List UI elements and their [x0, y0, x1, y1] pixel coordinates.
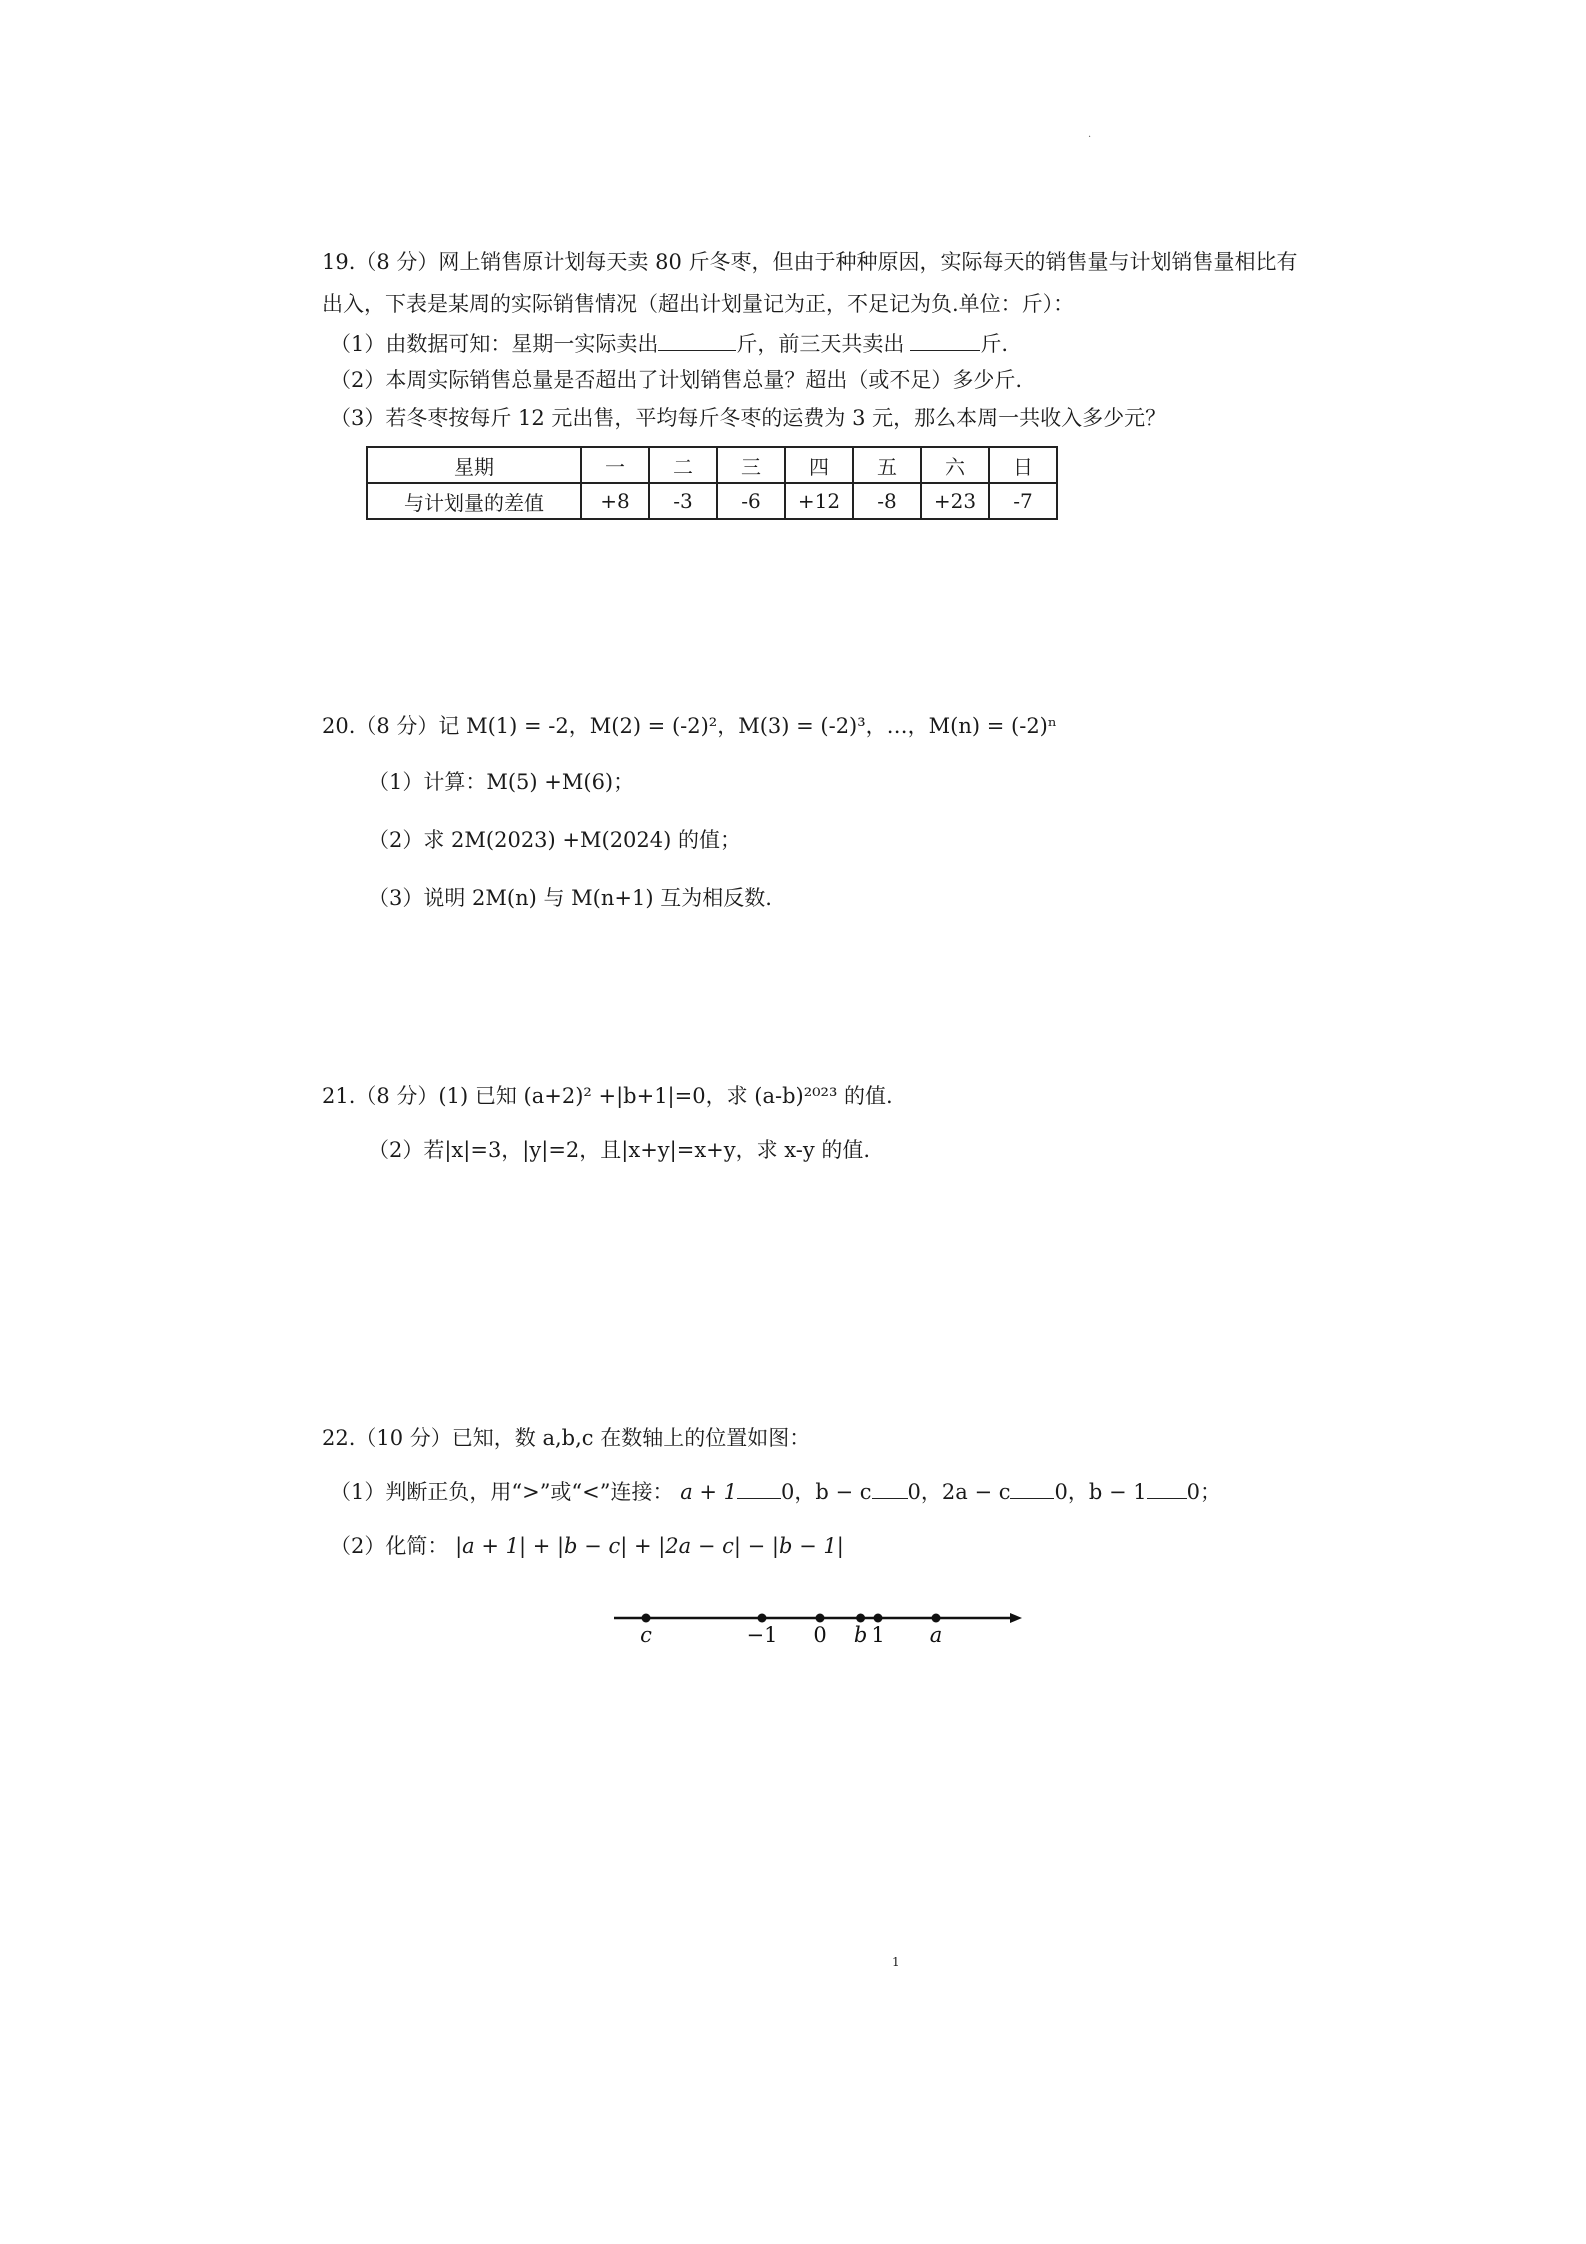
- q19-line2: 出入，下表是某周的实际销售情况（超出计划量记为正，不足记为负.单位：斤）：: [322, 292, 1075, 316]
- q19-part1: [330, 330, 1008, 358]
- answer-blank[interactable]: [658, 330, 736, 351]
- table-value: +8: [581, 483, 649, 519]
- expr-a-plus-1: a + 1: [680, 1480, 738, 1504]
- table-row-values: [367, 483, 1057, 519]
- answer-blank[interactable]: [910, 330, 980, 351]
- expr-b-minus-1: 0，b − 1: [1054, 1480, 1147, 1504]
- q19-line1: 19.（8 分）网上销售原计划每天卖 80 斤冬枣，但由于种种原因，实际每天的销售量与计划销售量相比有: [322, 250, 1298, 274]
- number-line-label: 1: [871, 1623, 885, 1647]
- table-value: +23: [921, 483, 989, 519]
- q19-part1-text-b: 斤，前三天共卖出: [736, 332, 905, 356]
- q19-part3: （3）若冬枣按每斤 12 元出售，平均每斤冬枣的运费为 3 元，那么本周一共收入多少元？: [330, 406, 1167, 430]
- table-value: +12: [785, 483, 853, 519]
- table-row-header: [367, 447, 1057, 483]
- q19-part1-text-c: 斤.: [980, 332, 1009, 356]
- table-day: 三: [717, 447, 785, 483]
- q20-part3: （3）说明 2M(n) 与 M(n+1) 互为相反数.: [368, 886, 772, 910]
- table-value: -3: [649, 483, 717, 519]
- q20-intro: 20.（8 分）记 M(1) = -2，M(2) = (-2)²，M(3) = (-2)³，…，M(n) = (-2)ⁿ: [322, 714, 1057, 738]
- number-line-label: −1: [746, 1623, 778, 1647]
- table-day: 二: [649, 447, 717, 483]
- q22-intro: 22.（10 分）已知，数 a,b,c 在数轴上的位置如图：: [322, 1426, 811, 1450]
- number-line-label: 0: [813, 1623, 827, 1647]
- table-row-label: 与计划量的差值: [367, 483, 581, 519]
- q22-part2-label: （2）化简：: [330, 1534, 449, 1558]
- number-line-point: [874, 1614, 883, 1623]
- number-line-label: b: [853, 1623, 868, 1647]
- number-line-point: [758, 1614, 767, 1623]
- q22-part1: [330, 1478, 1221, 1506]
- sales-table: [366, 446, 1058, 520]
- answer-blank[interactable]: [872, 1478, 908, 1499]
- number-line: [600, 1590, 1030, 1650]
- table-value: -6: [717, 483, 785, 519]
- answer-blank[interactable]: [1147, 1478, 1187, 1499]
- table-value: -8: [853, 483, 921, 519]
- q19-part2: （2）本周实际销售总量是否超出了计划销售总量？超出（或不足）多少斤.: [330, 368, 1023, 392]
- number-line-label: a: [929, 1623, 943, 1647]
- table-header-label: 星期: [367, 447, 581, 483]
- expr-2a-minus-c: 0，2a − c: [907, 1480, 1011, 1504]
- table-day: 日: [989, 447, 1057, 483]
- number-line-point: [856, 1614, 865, 1623]
- q20-part2: （2）求 2M(2023) +M(2024) 的值；: [368, 828, 742, 852]
- expr-b-minus-c: 0，b − c: [781, 1480, 872, 1504]
- answer-blank[interactable]: [1010, 1478, 1054, 1499]
- page-number: 1: [892, 1955, 900, 1969]
- table-day: 一: [581, 447, 649, 483]
- number-line-point: [932, 1614, 941, 1623]
- number-line-point: [642, 1614, 651, 1623]
- table-day: 六: [921, 447, 989, 483]
- table-day: 五: [853, 447, 921, 483]
- table-day: 四: [785, 447, 853, 483]
- answer-blank[interactable]: [737, 1478, 781, 1499]
- number-line-label: c: [640, 1623, 652, 1647]
- scan-speck: ·: [1088, 132, 1092, 143]
- q21-part1: 21.（8 分）(1) 已知 (a+2)² +|b+1|=0，求 (a-b)²⁰²³ 的值.: [322, 1084, 893, 1108]
- arrow-right-icon: [1010, 1613, 1022, 1623]
- q22-part1-label: （1）判断正负，用“>”或“<”连接：: [330, 1480, 674, 1504]
- q19-part1-text-a: （1）由数据可知：星期一实际卖出: [330, 332, 659, 356]
- number-line-point: [816, 1614, 825, 1623]
- q20-part1: （1）计算：M(5) +M(6)；: [368, 770, 635, 794]
- expr-zero-end: 0；: [1186, 1480, 1221, 1504]
- table-value: -7: [989, 483, 1057, 519]
- simplify-expression: |a + 1| + |b − c| + |2a − c| − |b − 1|: [455, 1534, 844, 1558]
- q22-part2: [330, 1532, 844, 1560]
- q21-part2: （2）若|x|=3，|y|=2，且|x+y|=x+y，求 x-y 的值.: [368, 1138, 871, 1162]
